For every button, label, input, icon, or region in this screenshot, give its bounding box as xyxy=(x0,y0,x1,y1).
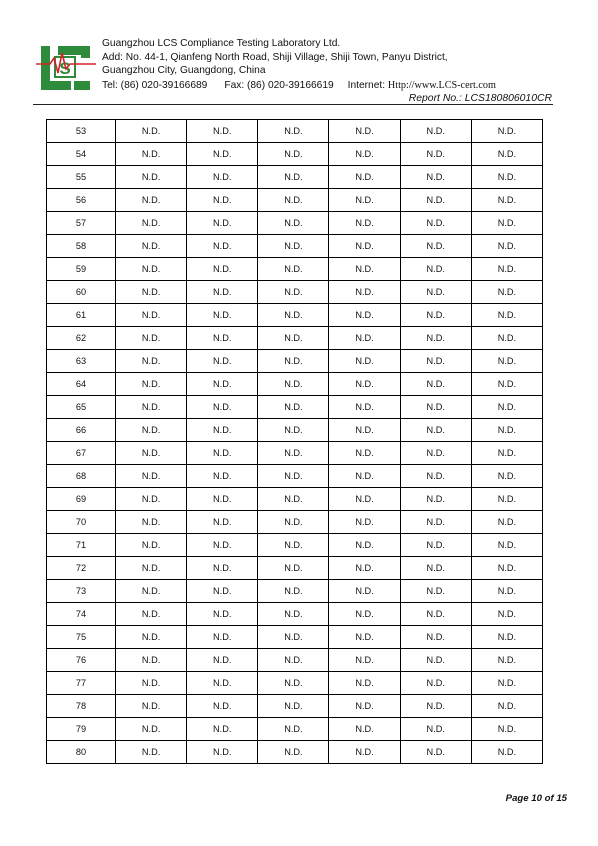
row-number-cell: 70 xyxy=(47,511,116,534)
result-cell: N.D. xyxy=(400,143,471,166)
result-cell: N.D. xyxy=(329,603,400,626)
result-cell: N.D. xyxy=(187,327,258,350)
result-cell: N.D. xyxy=(187,741,258,764)
result-cell: N.D. xyxy=(258,465,329,488)
table-row xyxy=(47,672,543,695)
result-cell: N.D. xyxy=(471,580,542,603)
table-row xyxy=(47,695,543,718)
result-cell: N.D. xyxy=(471,741,542,764)
row-number-cell: 71 xyxy=(47,534,116,557)
result-cell: N.D. xyxy=(258,304,329,327)
result-cell: N.D. xyxy=(471,488,542,511)
result-cell: N.D. xyxy=(187,442,258,465)
row-number-cell: 54 xyxy=(47,143,116,166)
result-cell: N.D. xyxy=(329,235,400,258)
row-number-cell: 61 xyxy=(47,304,116,327)
result-cell: N.D. xyxy=(258,373,329,396)
result-cell: N.D. xyxy=(187,534,258,557)
result-cell: N.D. xyxy=(116,695,187,718)
svg-text:S: S xyxy=(59,59,71,78)
company-name: Guangzhou LCS Compliance Testing Laboratory Ltd. xyxy=(102,38,341,49)
table-row xyxy=(47,212,543,235)
result-cell: N.D. xyxy=(116,419,187,442)
row-number-cell: 62 xyxy=(47,327,116,350)
result-cell: N.D. xyxy=(116,304,187,327)
result-cell: N.D. xyxy=(329,143,400,166)
table-row xyxy=(47,120,543,143)
table-row xyxy=(47,189,543,212)
contact-line xyxy=(102,80,496,91)
result-cell: N.D. xyxy=(116,212,187,235)
row-number-cell: 67 xyxy=(47,442,116,465)
row-number-cell: 64 xyxy=(47,373,116,396)
result-cell: N.D. xyxy=(400,419,471,442)
row-number-cell: 75 xyxy=(47,626,116,649)
result-cell: N.D. xyxy=(187,695,258,718)
result-cell: N.D. xyxy=(471,396,542,419)
table-row xyxy=(47,741,543,764)
result-cell: N.D. xyxy=(258,189,329,212)
result-cell: N.D. xyxy=(116,603,187,626)
result-cell: N.D. xyxy=(471,626,542,649)
table-row xyxy=(47,396,543,419)
result-cell: N.D. xyxy=(400,281,471,304)
result-cell: N.D. xyxy=(329,626,400,649)
result-cell: N.D. xyxy=(258,166,329,189)
result-cell: N.D. xyxy=(116,511,187,534)
result-cell: N.D. xyxy=(329,580,400,603)
row-number-cell: 65 xyxy=(47,396,116,419)
table-row xyxy=(47,465,543,488)
result-cell: N.D. xyxy=(187,258,258,281)
result-cell: N.D. xyxy=(187,120,258,143)
result-cell: N.D. xyxy=(400,258,471,281)
row-number-cell: 59 xyxy=(47,258,116,281)
result-cell: N.D. xyxy=(329,281,400,304)
row-number-cell: 58 xyxy=(47,235,116,258)
result-cell: N.D. xyxy=(258,258,329,281)
result-cell: N.D. xyxy=(258,695,329,718)
result-cell: N.D. xyxy=(471,281,542,304)
table-row xyxy=(47,580,543,603)
result-cell: N.D. xyxy=(400,580,471,603)
result-cell: N.D. xyxy=(329,189,400,212)
result-cell: N.D. xyxy=(471,373,542,396)
result-cell: N.D. xyxy=(329,396,400,419)
result-cell: N.D. xyxy=(471,258,542,281)
result-cell: N.D. xyxy=(187,488,258,511)
result-cell: N.D. xyxy=(187,396,258,419)
row-number-cell: 60 xyxy=(47,281,116,304)
result-cell: N.D. xyxy=(471,327,542,350)
result-cell: N.D. xyxy=(471,557,542,580)
result-cell: N.D. xyxy=(400,166,471,189)
internet-label: Internet: xyxy=(347,80,386,91)
result-cell: N.D. xyxy=(329,741,400,764)
result-cell: N.D. xyxy=(116,488,187,511)
result-cell: N.D. xyxy=(116,534,187,557)
table-row xyxy=(47,235,543,258)
result-cell: N.D. xyxy=(116,327,187,350)
result-cell: N.D. xyxy=(187,672,258,695)
result-cell: N.D. xyxy=(258,580,329,603)
result-cell: N.D. xyxy=(400,557,471,580)
row-number-cell: 53 xyxy=(47,120,116,143)
result-cell: N.D. xyxy=(329,557,400,580)
result-cell: N.D. xyxy=(471,442,542,465)
table-row xyxy=(47,557,543,580)
table-row xyxy=(47,649,543,672)
result-cell: N.D. xyxy=(471,534,542,557)
result-cell: N.D. xyxy=(400,396,471,419)
result-cell: N.D. xyxy=(116,442,187,465)
address-line-2: Guangzhou City, Guangdong, China xyxy=(102,65,266,77)
table-row xyxy=(47,258,543,281)
row-number-cell: 57 xyxy=(47,212,116,235)
result-cell: N.D. xyxy=(471,419,542,442)
result-cell: N.D. xyxy=(258,741,329,764)
table-row xyxy=(47,143,543,166)
result-cell: N.D. xyxy=(116,166,187,189)
result-cell: N.D. xyxy=(400,695,471,718)
result-cell: N.D. xyxy=(329,304,400,327)
row-number-cell: 80 xyxy=(47,741,116,764)
result-cell: N.D. xyxy=(400,511,471,534)
table-row xyxy=(47,166,543,189)
result-cell: N.D. xyxy=(471,603,542,626)
result-cell: N.D. xyxy=(258,143,329,166)
result-cell: N.D. xyxy=(187,350,258,373)
result-cell: N.D. xyxy=(116,235,187,258)
row-number-cell: 56 xyxy=(47,189,116,212)
result-cell: N.D. xyxy=(400,534,471,557)
result-cell: N.D. xyxy=(258,442,329,465)
table-row xyxy=(47,488,543,511)
result-cell: N.D. xyxy=(116,649,187,672)
result-cell: N.D. xyxy=(329,465,400,488)
table-row xyxy=(47,442,543,465)
table-row xyxy=(47,281,543,304)
result-cell: N.D. xyxy=(400,672,471,695)
result-cell: N.D. xyxy=(258,718,329,741)
table-row xyxy=(47,718,543,741)
table-row xyxy=(47,304,543,327)
result-cell: N.D. xyxy=(116,396,187,419)
result-cell: N.D. xyxy=(400,212,471,235)
result-cell: N.D. xyxy=(329,672,400,695)
row-number-cell: 63 xyxy=(47,350,116,373)
result-cell: N.D. xyxy=(258,672,329,695)
result-cell: N.D. xyxy=(400,327,471,350)
result-cell: N.D. xyxy=(400,603,471,626)
result-cell: N.D. xyxy=(258,534,329,557)
result-cell: N.D. xyxy=(258,350,329,373)
result-cell: N.D. xyxy=(187,557,258,580)
result-cell: N.D. xyxy=(116,373,187,396)
table-row xyxy=(47,373,543,396)
result-cell: N.D. xyxy=(116,626,187,649)
result-cell: N.D. xyxy=(400,465,471,488)
result-cell: N.D. xyxy=(258,120,329,143)
result-cell: N.D. xyxy=(471,465,542,488)
result-cell: N.D. xyxy=(329,212,400,235)
result-cell: N.D. xyxy=(187,649,258,672)
result-cell: N.D. xyxy=(258,511,329,534)
result-cell: N.D. xyxy=(329,718,400,741)
result-cell: N.D. xyxy=(187,465,258,488)
row-number-cell: 76 xyxy=(47,649,116,672)
result-cell: N.D. xyxy=(329,695,400,718)
result-cell: N.D. xyxy=(116,350,187,373)
result-cell: N.D. xyxy=(187,281,258,304)
result-cell: N.D. xyxy=(400,741,471,764)
result-cell: N.D. xyxy=(116,465,187,488)
row-number-cell: 69 xyxy=(47,488,116,511)
result-cell: N.D. xyxy=(116,580,187,603)
result-cell: N.D. xyxy=(258,281,329,304)
result-cell: N.D. xyxy=(187,212,258,235)
result-cell: N.D. xyxy=(187,603,258,626)
result-cell: N.D. xyxy=(258,419,329,442)
row-number-cell: 77 xyxy=(47,672,116,695)
result-cell: N.D. xyxy=(329,120,400,143)
result-cell: N.D. xyxy=(116,741,187,764)
result-cell: N.D. xyxy=(258,488,329,511)
result-cell: N.D. xyxy=(400,649,471,672)
result-cell: N.D. xyxy=(258,626,329,649)
result-cell: N.D. xyxy=(400,235,471,258)
result-cell: N.D. xyxy=(258,327,329,350)
result-cell: N.D. xyxy=(329,350,400,373)
result-cell: N.D. xyxy=(471,649,542,672)
row-number-cell: 66 xyxy=(47,419,116,442)
result-cell: N.D. xyxy=(258,235,329,258)
result-cell: N.D. xyxy=(471,511,542,534)
result-cell: N.D. xyxy=(400,442,471,465)
result-cell: N.D. xyxy=(400,718,471,741)
result-cell: N.D. xyxy=(400,626,471,649)
result-cell: N.D. xyxy=(258,212,329,235)
row-number-cell: 72 xyxy=(47,557,116,580)
table-row xyxy=(47,511,543,534)
result-cell: N.D. xyxy=(187,373,258,396)
result-cell: N.D. xyxy=(329,419,400,442)
result-cell: N.D. xyxy=(329,258,400,281)
result-cell: N.D. xyxy=(329,649,400,672)
table-row xyxy=(47,534,543,557)
result-cell: N.D. xyxy=(116,258,187,281)
result-cell: N.D. xyxy=(187,419,258,442)
result-cell: N.D. xyxy=(400,189,471,212)
header-divider xyxy=(33,104,553,105)
result-cell: N.D. xyxy=(116,557,187,580)
result-cell: N.D. xyxy=(329,442,400,465)
fax: Fax: (86) 020-39166619 xyxy=(224,80,334,91)
table-row xyxy=(47,419,543,442)
table-row xyxy=(47,350,543,373)
result-cell: N.D. xyxy=(400,304,471,327)
result-cell: N.D. xyxy=(329,488,400,511)
result-cell: N.D. xyxy=(187,718,258,741)
row-number-cell: 74 xyxy=(47,603,116,626)
result-cell: N.D. xyxy=(187,189,258,212)
result-cell: N.D. xyxy=(187,626,258,649)
result-cell: N.D. xyxy=(187,143,258,166)
address-line-1: Add: No. 44-1, Qianfeng North Road, Shiji Village, Shiji Town, Panyu District, xyxy=(102,51,448,63)
result-cell: N.D. xyxy=(400,350,471,373)
result-cell: N.D. xyxy=(471,672,542,695)
tel: Tel: (86) 020-39166689 xyxy=(102,80,208,91)
row-number-cell: 79 xyxy=(47,718,116,741)
result-cell: N.D. xyxy=(329,511,400,534)
result-cell: N.D. xyxy=(400,488,471,511)
page-number: Page 10 of 15 xyxy=(505,793,567,804)
result-cell: N.D. xyxy=(187,235,258,258)
result-cell: N.D. xyxy=(187,580,258,603)
company-header xyxy=(102,37,448,78)
result-cell: N.D. xyxy=(258,603,329,626)
result-cell: N.D. xyxy=(471,235,542,258)
internet-url[interactable]: Http://www.LCS-cert.com xyxy=(387,80,496,91)
result-cell: N.D. xyxy=(187,511,258,534)
result-cell: N.D. xyxy=(258,557,329,580)
report-number: Report No.: LCS180806010CR xyxy=(408,93,552,104)
result-cell: N.D. xyxy=(471,350,542,373)
result-cell: N.D. xyxy=(116,189,187,212)
result-cell: N.D. xyxy=(116,281,187,304)
result-cell: N.D. xyxy=(187,304,258,327)
result-cell: N.D. xyxy=(471,212,542,235)
result-cell: N.D. xyxy=(471,695,542,718)
result-cell: N.D. xyxy=(329,373,400,396)
result-cell: N.D. xyxy=(400,120,471,143)
result-cell: N.D. xyxy=(329,327,400,350)
result-cell: N.D. xyxy=(187,166,258,189)
row-number-cell: 68 xyxy=(47,465,116,488)
result-cell: N.D. xyxy=(471,304,542,327)
result-cell: N.D. xyxy=(116,120,187,143)
result-cell: N.D. xyxy=(116,143,187,166)
result-cell: N.D. xyxy=(471,718,542,741)
row-number-cell: 55 xyxy=(47,166,116,189)
result-cell: N.D. xyxy=(329,166,400,189)
result-cell: N.D. xyxy=(471,166,542,189)
result-cell: N.D. xyxy=(116,672,187,695)
table-row xyxy=(47,603,543,626)
row-number-cell: 73 xyxy=(47,580,116,603)
result-cell: N.D. xyxy=(471,189,542,212)
result-cell: N.D. xyxy=(258,649,329,672)
table-row xyxy=(47,327,543,350)
result-cell: N.D. xyxy=(400,373,471,396)
result-cell: N.D. xyxy=(471,143,542,166)
lcs-logo xyxy=(36,43,96,95)
table-row xyxy=(47,626,543,649)
result-cell: N.D. xyxy=(471,120,542,143)
result-cell: N.D. xyxy=(258,396,329,419)
result-cell: N.D. xyxy=(329,534,400,557)
row-number-cell: 78 xyxy=(47,695,116,718)
result-cell: N.D. xyxy=(116,718,187,741)
results-table xyxy=(46,119,543,764)
